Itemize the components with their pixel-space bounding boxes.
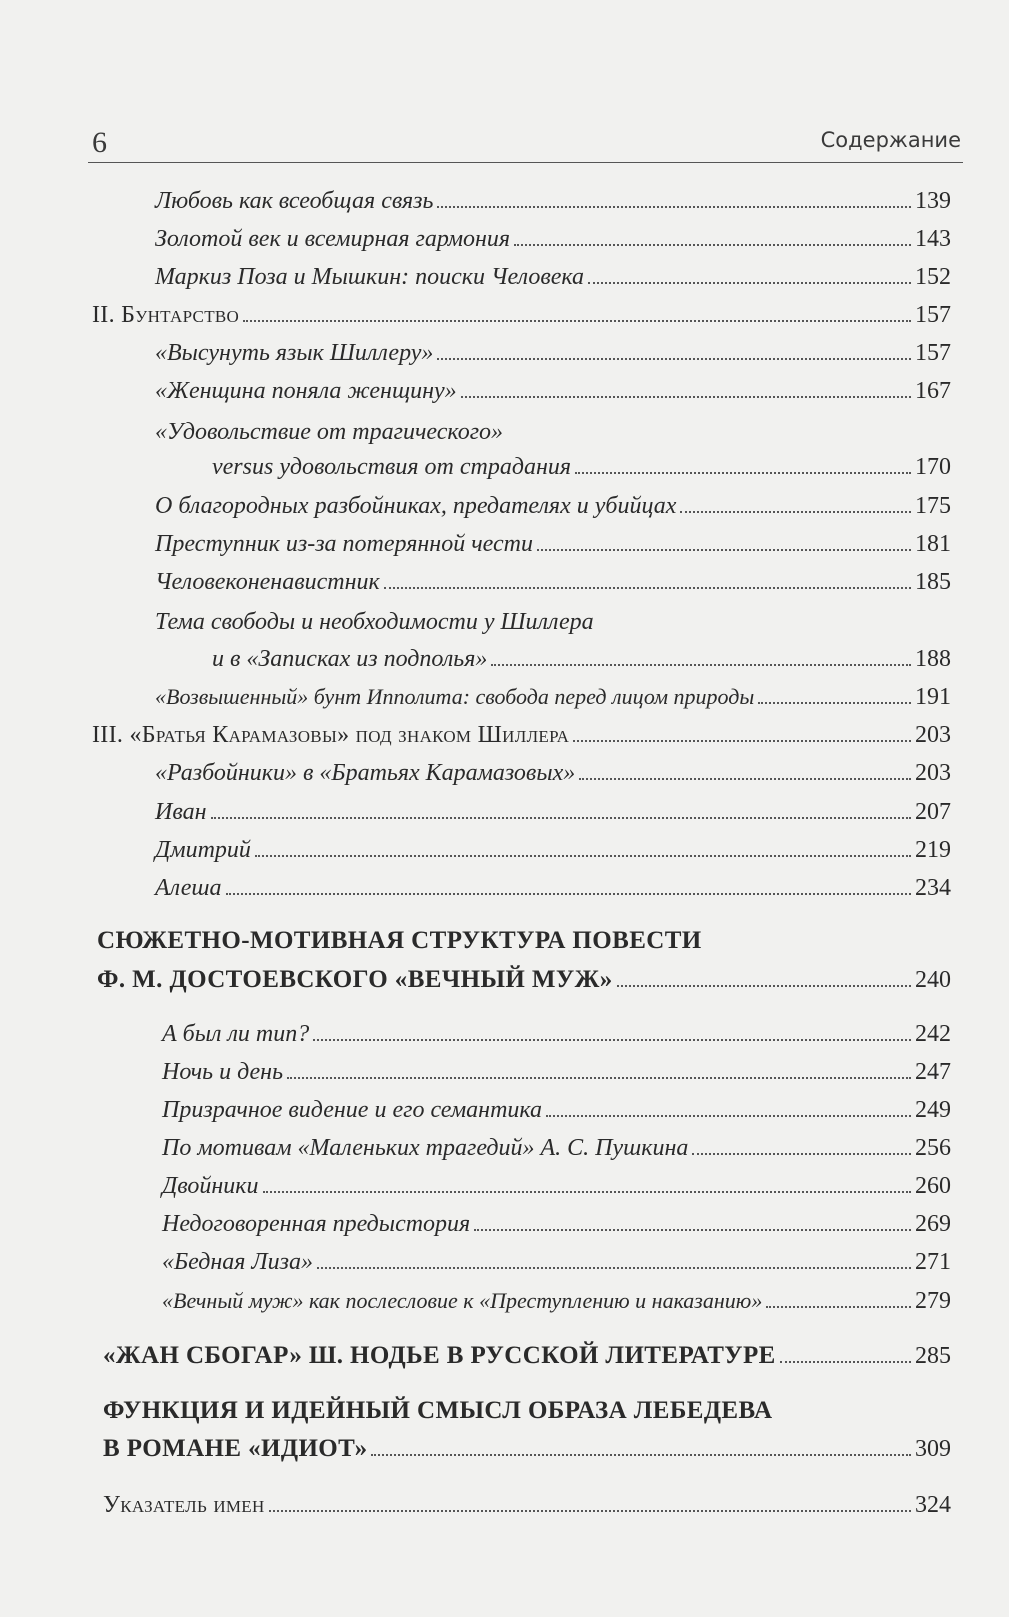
toc-entry-title: В РОМАНЕ «ИДИОТ» [103, 1435, 368, 1462]
dot-leader [384, 586, 911, 589]
toc-entry-page: 167 [915, 378, 951, 404]
toc-entry[interactable] [155, 338, 951, 368]
dot-leader [546, 1114, 911, 1117]
dot-leader [617, 984, 911, 987]
toc-entry[interactable] [212, 644, 951, 674]
toc-entry-page: 188 [915, 646, 951, 672]
toc-entry[interactable] [162, 1171, 951, 1201]
toc-entry-title: Двойники [162, 1173, 259, 1199]
toc-entry[interactable] [162, 1095, 951, 1125]
dot-leader [692, 1152, 911, 1155]
toc-entry-title: «ЖАН СБОГАР» Ш. НОДЬЕ В РУССКОЙ ЛИТЕРАТУРЕ [103, 1342, 776, 1369]
toc-entry-title: О благородных разбойниках, предателях и убийцах [155, 493, 677, 519]
dot-leader [588, 281, 911, 284]
toc-entry-page: 249 [915, 1097, 951, 1123]
dot-leader [371, 1453, 911, 1456]
toc-chapter-entry[interactable] [103, 1434, 951, 1464]
toc-index-entry[interactable] [103, 1490, 951, 1520]
toc-entry-title: Недоговоренная предыстория [162, 1211, 471, 1237]
toc-entry-page: 203 [915, 760, 951, 786]
toc-entry-page: 203 [915, 722, 951, 748]
toc-entry-title: Алеша [155, 875, 222, 901]
toc-entry-title: versus удовольствия от страдания [212, 454, 572, 480]
dot-leader [287, 1076, 911, 1079]
toc-chapter-entry[interactable] [103, 1341, 951, 1371]
toc-entry[interactable] [155, 758, 951, 788]
toc-entry[interactable] [155, 262, 951, 292]
toc-chapter-title-line[interactable]: ФУНКЦИЯ И ИДЕЙНЫЙ СМЫСЛ ОБРАЗА ЛЕБЕДЕВА [103, 1397, 773, 1424]
toc-entry-title: Иван [155, 799, 207, 825]
toc-entry-page: 157 [915, 340, 951, 366]
toc-chapter-entry[interactable] [97, 965, 951, 995]
toc-entry-page: 269 [915, 1211, 951, 1237]
dot-leader [269, 1509, 911, 1512]
toc-entry[interactable] [155, 873, 951, 903]
toc-entry[interactable] [155, 567, 951, 597]
toc-entry[interactable] [155, 491, 951, 521]
toc-entry-title-line[interactable]: Тема свободы и необходимости у Шиллера [155, 609, 594, 635]
toc-entry-title: III. «Братья Карамазовы» под знаком Шиллера [92, 722, 570, 748]
toc-entry-title: «Женщина поняла женщину» [155, 378, 457, 404]
toc-entry-title: «Возвышенный» бунт Ипполита: свобода перед лицом природы [155, 684, 755, 709]
dot-leader [491, 663, 911, 666]
toc-entry-title: Дмитрий [155, 837, 251, 863]
toc-entry[interactable] [155, 224, 951, 254]
toc-entry-title: Указатель имен [103, 1492, 265, 1518]
toc-entry[interactable] [162, 1019, 951, 1049]
toc-entry-title: Преступник из-за потерянной чести [155, 531, 533, 557]
toc-entry[interactable] [155, 797, 951, 827]
dot-leader [313, 1038, 911, 1041]
toc-entry-page: 157 [915, 302, 951, 328]
dot-leader [514, 243, 911, 246]
toc-entry-title: Маркиз Поза и Мышкин: поиски Человека [155, 264, 585, 290]
toc-entry-title: II. Бунтарство [92, 302, 240, 328]
dot-leader [474, 1228, 911, 1231]
toc-entry-page: 242 [915, 1021, 951, 1047]
toc-entry-title: «Разбойники» в «Братьях Карамазовых» [155, 760, 576, 786]
toc-entry-page: 285 [915, 1343, 951, 1369]
toc-entry[interactable] [212, 452, 951, 482]
toc-entry-page: 279 [915, 1288, 951, 1314]
toc-entry-title: Призрачное видение и его семантика [162, 1097, 543, 1123]
dot-leader [766, 1305, 911, 1308]
dot-leader [575, 471, 911, 474]
dot-leader [680, 510, 911, 513]
toc-entry-title: «Высунуть язык Шиллеру» [155, 340, 434, 366]
toc-entry[interactable] [162, 1286, 951, 1316]
dot-leader [437, 357, 911, 360]
toc-part-entry[interactable] [92, 720, 951, 750]
page-number: 6 [92, 126, 107, 159]
toc-entry-page: 170 [915, 454, 951, 480]
dot-leader [226, 892, 912, 895]
toc-entry-title: По мотивам «Маленьких трагедий» А. С. Пушкина [162, 1135, 689, 1161]
dot-leader [437, 205, 911, 208]
toc-entry-page: 175 [915, 493, 951, 519]
toc-entry-title: и в «Записках из подполья» [212, 646, 488, 672]
toc-entry-page: 207 [915, 799, 951, 825]
toc-entry-title: Золотой век и всемирная гармония [155, 226, 511, 252]
toc-entry-page: 219 [915, 837, 951, 863]
toc-entry-page: 247 [915, 1059, 951, 1085]
toc-entry-page: 271 [915, 1249, 951, 1275]
toc-entry[interactable] [162, 1209, 951, 1239]
dot-leader [537, 548, 911, 551]
toc-entry-page: 256 [915, 1135, 951, 1161]
dot-leader [579, 777, 911, 780]
dot-leader [461, 395, 911, 398]
dot-leader [255, 854, 911, 857]
toc-entry-page: 185 [915, 569, 951, 595]
toc-entry-title: Ф. М. ДОСТОЕВСКОГО «ВЕЧНЫЙ МУЖ» [97, 966, 613, 993]
toc-entry-page: 181 [915, 531, 951, 557]
dot-leader [211, 816, 912, 819]
toc-entry-title: Любовь как всеобщая связь [155, 188, 434, 214]
toc-part-entry[interactable] [92, 300, 951, 330]
toc-entry[interactable] [162, 1133, 951, 1163]
toc-entry[interactable] [155, 376, 951, 406]
dot-leader [758, 701, 911, 704]
toc-entry-page: 309 [915, 1436, 951, 1462]
toc-entry-title: Человеконенавистник [155, 569, 380, 595]
toc-entry-title: «Бедная Лиза» [162, 1249, 314, 1275]
toc-entry-page: 143 [915, 226, 951, 252]
toc-entry-page: 234 [915, 875, 951, 901]
toc-entry[interactable] [162, 1057, 951, 1087]
dot-leader [317, 1266, 911, 1269]
toc-entry[interactable] [155, 835, 951, 865]
toc-entry-page: 324 [915, 1492, 951, 1518]
toc-entry-page: 191 [915, 684, 951, 710]
toc-entry[interactable] [155, 529, 951, 559]
running-head: Содержание [820, 128, 961, 152]
toc-entry-page: 139 [915, 188, 951, 214]
toc-entry-title-line[interactable]: «Удовольствие от трагического» [155, 419, 504, 445]
dot-leader [243, 319, 911, 322]
toc-entry-title: А был ли тип? [162, 1021, 310, 1047]
toc-entry[interactable] [162, 1247, 951, 1277]
toc-entry-page: 240 [915, 967, 951, 993]
toc-entry-page: 260 [915, 1173, 951, 1199]
dot-leader [573, 739, 911, 742]
toc-entry[interactable] [155, 682, 951, 712]
toc-entry-title: «Вечный муж» как послесловие к «Преступлению и наказанию» [162, 1288, 763, 1313]
toc-entry[interactable] [155, 186, 951, 216]
dot-leader [780, 1360, 911, 1363]
dot-leader [263, 1190, 911, 1193]
toc-entry-page: 152 [915, 264, 951, 290]
toc-chapter-title-line[interactable]: СЮЖЕТНО-МОТИВНАЯ СТРУКТУРА ПОВЕСТИ [97, 927, 702, 954]
toc-entry-title: Ночь и день [162, 1059, 283, 1085]
